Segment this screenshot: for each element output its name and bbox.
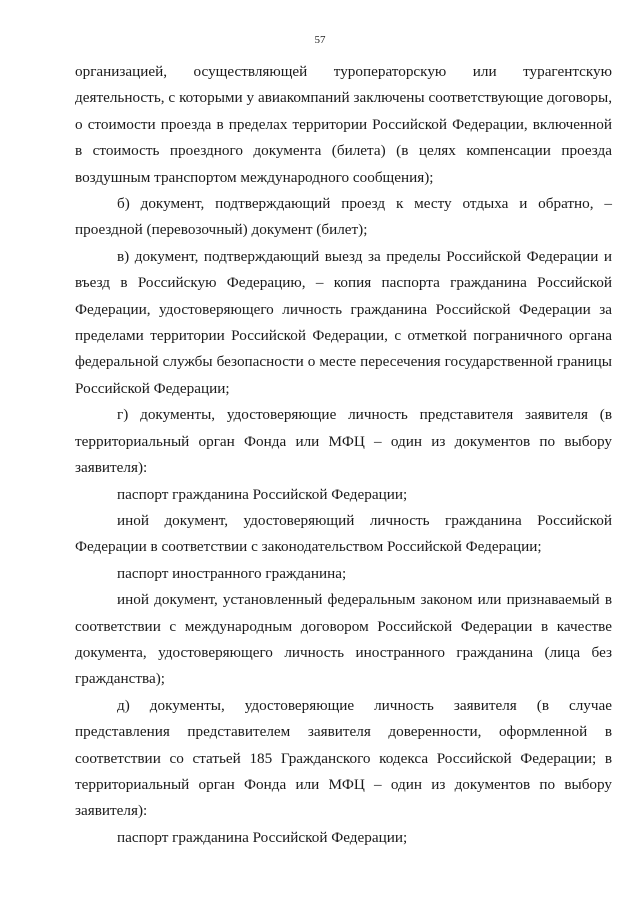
paragraph-d: д) документы, удостоверяющие личность заявителя (в случае представления представителем заявителя доверенности, оформленной в соответствии со статьей 185 Гражданского кодекса Российской Федерации; в территориальный орган Фонда или МФЦ – один из документов по выбору заявителя): (75, 696, 612, 820)
paragraph-b: б) документ, подтверждающий проезд к месту отдыха и обратно, – проездной (перевозочный) документ (билет); (75, 195, 612, 239)
page-number: 57 (314, 34, 326, 46)
list-item-other-document-rf: иной документ, удостоверяющий личность гражданина Российской Федерации в соответствии с законодательством Российской Федерации; (75, 511, 612, 556)
paragraph-v: в) документ, подтверждающий выезд за пределы Российской Федерации и въезд в Российскую Федерацию, – копия паспорта гражданина Российской Федерации, удостоверяющего личность гражданина Российской Федерации за пределами территории Российской Федерации, с отметкой пограничного органа федеральной службы безопасности о месте пересечения государственной границы Российской Федерации; (75, 247, 612, 397)
list-item-other-document-foreign: иной документ, установленный федеральным законом или признаваемый в соответствии с международным договором Российской Федерации в качестве документа, удостоверяющего личность иностранного гражданина (лица без гражданства); (75, 591, 612, 688)
paragraph-continuation: организацией, осуществляющей туроператорскую или турагентскую деятельность, с которыми у авиакомпаний заключены соответствующие договоры, о стоимости проезда в пределах территории Российской Федерации, включенной в стоимость проездного документа (билета) (в целях компенсации проезда воздушным транспортом международного сообщения); (75, 63, 612, 186)
document-body (75, 59, 612, 851)
list-item-passport-rf-2: паспорт гражданина Российской Федерации; (117, 828, 408, 846)
list-item-foreign-passport: паспорт иностранного гражданина; (117, 564, 347, 582)
paragraph-g: г) документы, удостоверяющие личность представителя заявителя (в территориальный орган Фонда или МФЦ – один из документов по выбору заявителя): (75, 406, 612, 477)
list-item-passport-rf: паспорт гражданина Российской Федерации; (117, 485, 408, 503)
